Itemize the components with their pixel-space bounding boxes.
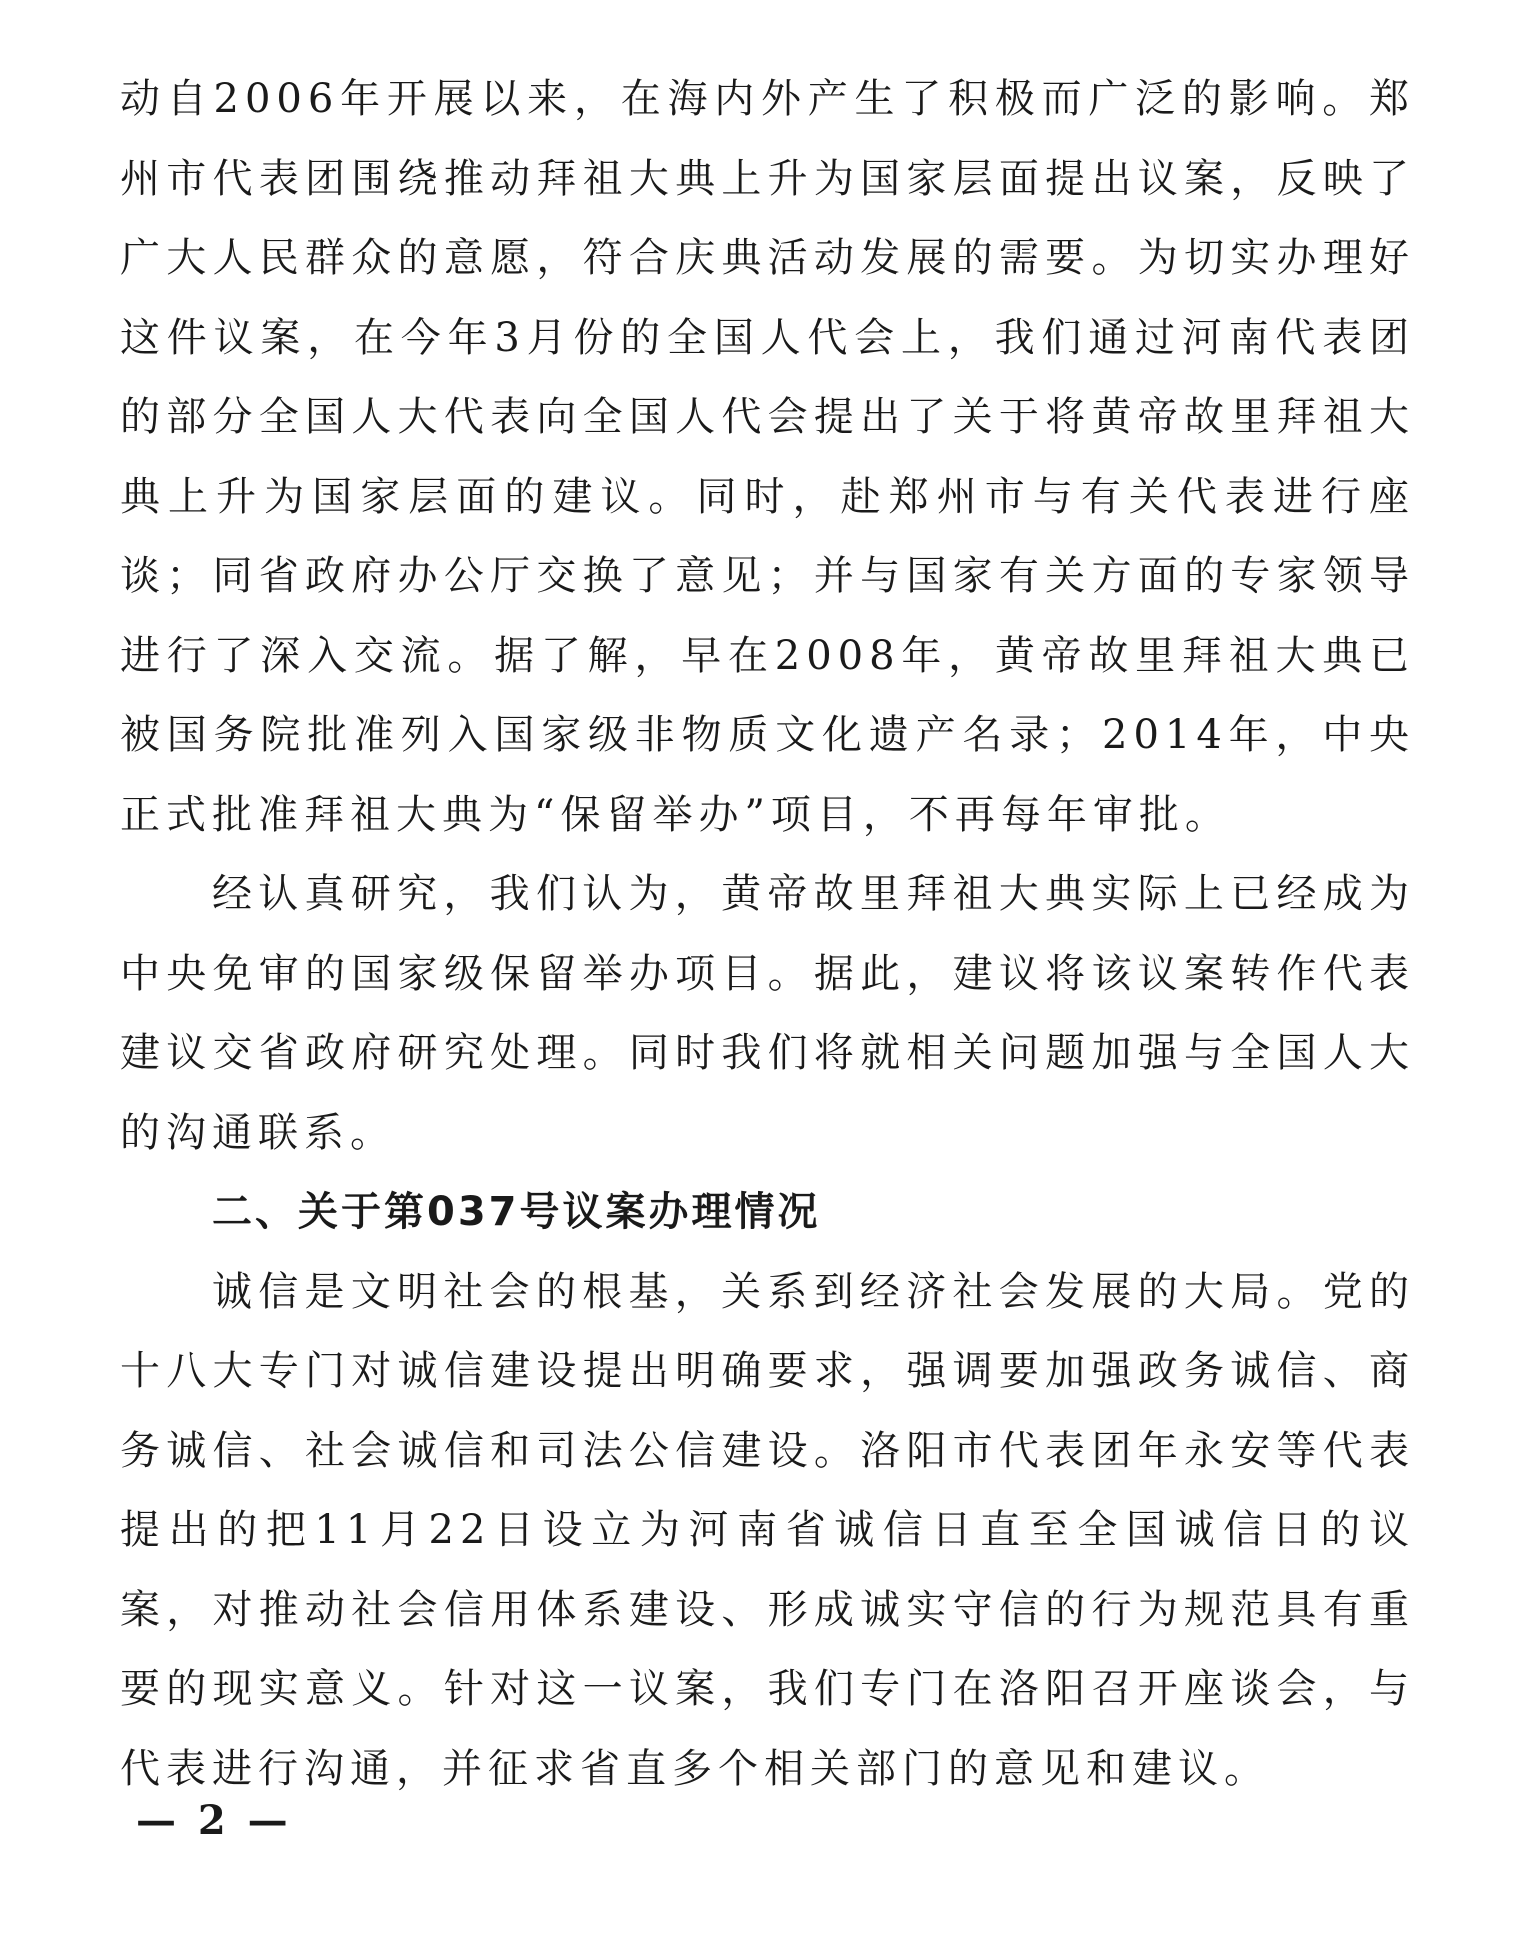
paragraph-baizu-background: 动自2006年开展以来，在海内外产生了积极而广泛的影响。郑州市代表团围绕推动拜祖大典上升为国家层面提出议案，反映了广大人民群众的意愿，符合庆典活动发展的需要。为切实办理好这件议案，在今年3月份的全国人代会上，我们通过河南代表团的部分全国人大代表向全国人代会提出了关于将黄帝故里拜祖大典上升为国家层面的建议。同时，赴郑州市与有关代表进行座谈；同省政府办公厅交换了意见；并与国家有关方面的专家领导进行了深入交流。据了解，早在2008年，黄帝故里拜祖大典已被国务院批准列入国家级非物质文化遗产名录；2014年，中央正式批准拜祖大典为“保留举办”项目，不再每年审批。 (120, 76, 1415, 838)
section-heading-037: 二、关于第037号议案办理情况 (212, 1189, 821, 1235)
page-number: — 2 — (136, 1797, 292, 1844)
document-body (120, 60, 1415, 1809)
paragraph-baizu-conclusion: 经认真研究，我们认为，黄帝故里拜祖大典实际上已经成为中央免审的国家级保留举办项目。据此，建议将该议案转作代表建议交省政府研究处理。同时我们将就相关问题加强与全国人大的沟通联系。 (120, 871, 1415, 1156)
paragraph-integrity-day: 诚信是文明社会的根基，关系到经济社会发展的大局。党的十八大专门对诚信建设提出明确要求，强调要加强政务诚信、商务诚信、社会诚信和司法公信建设。洛阳市代表团年永安等代表提出的把11月22日设立为河南省诚信日直至全国诚信日的议案，对推动社会信用体系建设、形成诚实守信的行为规范具有重要的现实意义。针对这一议案，我们专门在洛阳召开座谈会，与代表进行沟通，并征求省直多个相关部门的意见和建议。 (120, 1268, 1415, 1792)
